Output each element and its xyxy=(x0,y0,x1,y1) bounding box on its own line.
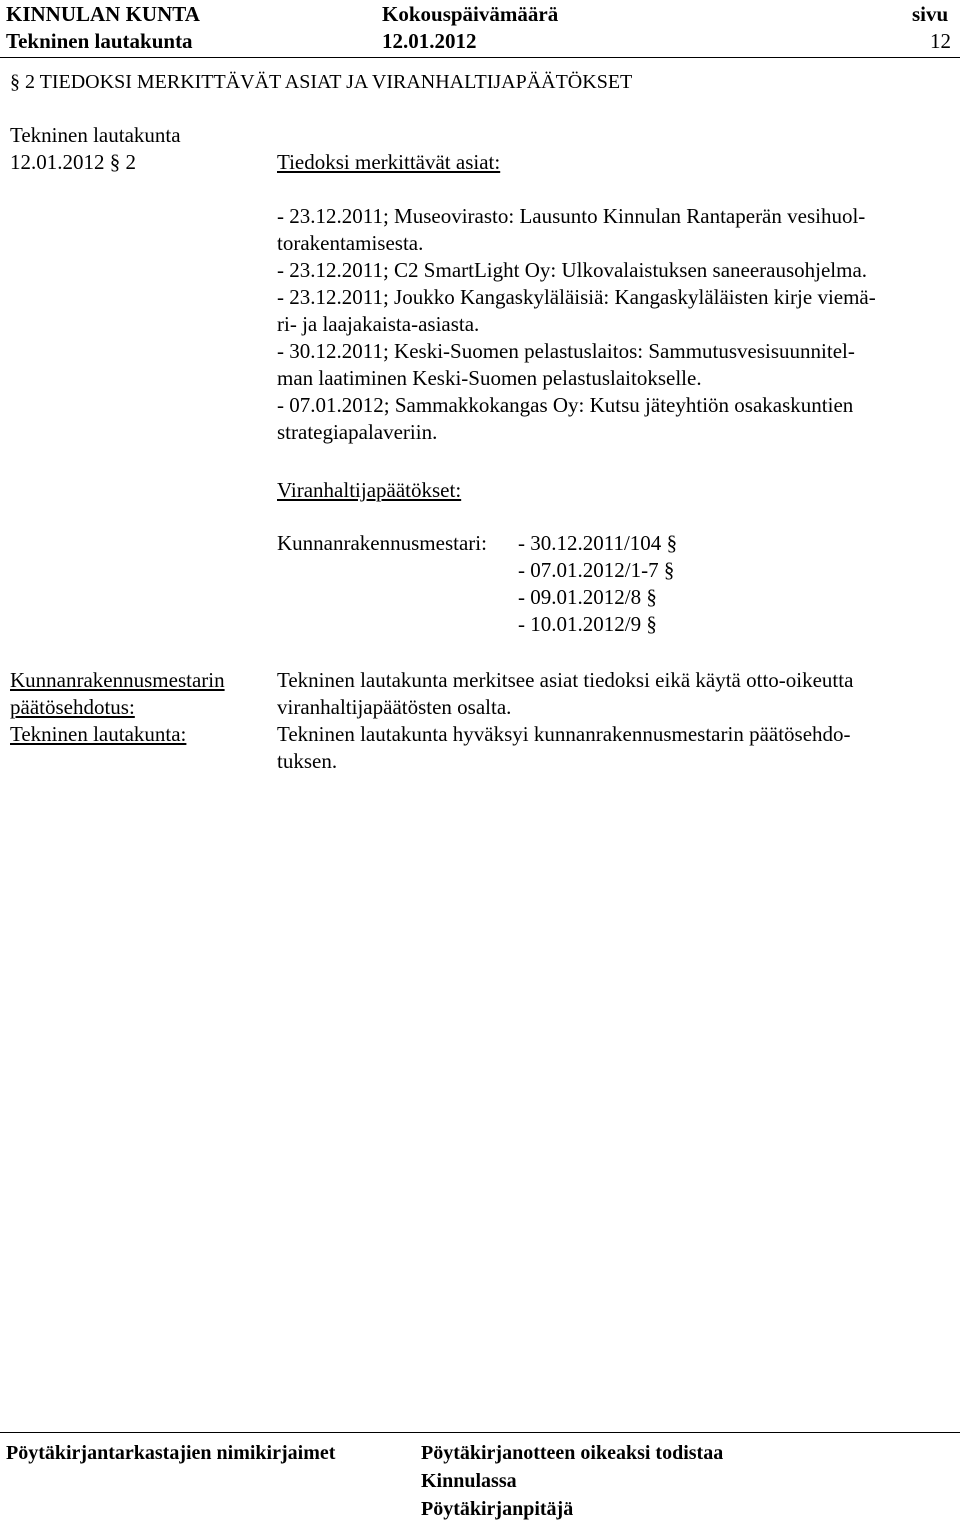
meta-board: Tekninen lautakunta xyxy=(10,123,181,147)
notices-heading: Tiedoksi merkittävät asiat: xyxy=(277,150,501,174)
section-heading: TIEDOKSI MERKITTÄVÄT ASIAT JA VIRANHALTIJAPÄÄTÖKSET xyxy=(39,71,633,93)
footer-place: Kinnulassa xyxy=(421,1470,517,1492)
header-rule xyxy=(0,57,960,58)
proposal-text-line1: Tekninen lautakunta merkitsee asiat tiedoksi eikä käytä otto-oikeutta xyxy=(277,668,854,692)
meeting-date: 12.01.2012 xyxy=(382,29,477,53)
decisions-official: Kunnanrakennusmestari: xyxy=(277,531,487,555)
meeting-date-label: Kokouspäivämäärä xyxy=(382,2,559,26)
decision-item: - 09.01.2012/8 § xyxy=(518,585,657,609)
section-symbol: § xyxy=(663,558,675,582)
decisions-heading: Viranhaltijapäätökset: xyxy=(277,478,462,502)
notice-line: - 23.12.2011; Museovirasto: Lausunto Kinnulan Rantaperän vesihuol- xyxy=(277,204,866,228)
notice-line: man laatiminen Keski-Suomen pelastuslaitokselle. xyxy=(277,366,702,390)
section-symbol: § xyxy=(646,585,657,609)
notice-line: - 07.01.2012; Sammakkokangas Oy: Kutsu jäteyhtiön osakaskuntien xyxy=(277,393,854,417)
notice-line: - 30.12.2011; Keski-Suomen pelastuslaitos: Sammutusvesisuunnitel- xyxy=(277,339,855,363)
section-number: 2 xyxy=(25,71,35,93)
footer-initials-label: Pöytäkirjantarkastajien nimikirjaimet xyxy=(6,1442,336,1464)
resolution-label: Tekninen lautakunta: xyxy=(10,722,187,746)
section-symbol: § xyxy=(10,71,20,93)
notice-line: ri- ja laajakaista-asiasta. xyxy=(277,312,480,336)
municipality-name: KINNULAN KUNTA xyxy=(6,2,200,26)
meta-number: 2 xyxy=(125,150,136,174)
footer-secretary-label: Pöytäkirjanpitäjä xyxy=(421,1498,574,1520)
meta-date-line xyxy=(10,149,136,176)
footer-rule xyxy=(0,1432,960,1433)
board-name: Tekninen lautakunta xyxy=(6,29,193,53)
decision-item: - 10.01.2012/9 § xyxy=(518,612,657,636)
meta-date: 12.01.2012 xyxy=(10,150,105,174)
decision-item: - 07.01.2012/1-7 § xyxy=(518,558,675,582)
decision-item: - 30.12.2011/104 § xyxy=(518,531,678,555)
page-label: sivu xyxy=(912,2,949,26)
meta-symbol: § xyxy=(109,150,121,174)
proposal-label-line2: päätösehdotus: xyxy=(10,695,135,719)
resolution-text-line1: Tekninen lautakunta hyväksyi kunnanrakennusmestarin päätösehdo- xyxy=(277,722,851,746)
notice-line: - 23.12.2011; Joukko Kangaskyläläisiä: Kangaskyläläisten kirje viemä- xyxy=(277,285,876,309)
notice-line: torakentamisesta. xyxy=(277,231,424,255)
resolution-text-line2: tuksen. xyxy=(277,749,338,773)
notice-line: strategiapalaveriin. xyxy=(277,420,438,444)
section-title xyxy=(10,69,632,96)
proposal-text-line2: viranhaltijapäätösten osalta. xyxy=(277,695,512,719)
footer-certify-label: Pöytäkirjanotteen oikeaksi todistaa xyxy=(421,1442,724,1464)
proposal-label-line1: Kunnanrakennusmestarin xyxy=(10,668,225,692)
section-symbol: § xyxy=(646,612,657,636)
section-symbol: § xyxy=(666,531,678,555)
page-number: 12 xyxy=(930,29,951,53)
notice-line: - 23.12.2011; C2 SmartLight Oy: Ulkovalaistuksen saneerausohjelma. xyxy=(277,258,868,282)
